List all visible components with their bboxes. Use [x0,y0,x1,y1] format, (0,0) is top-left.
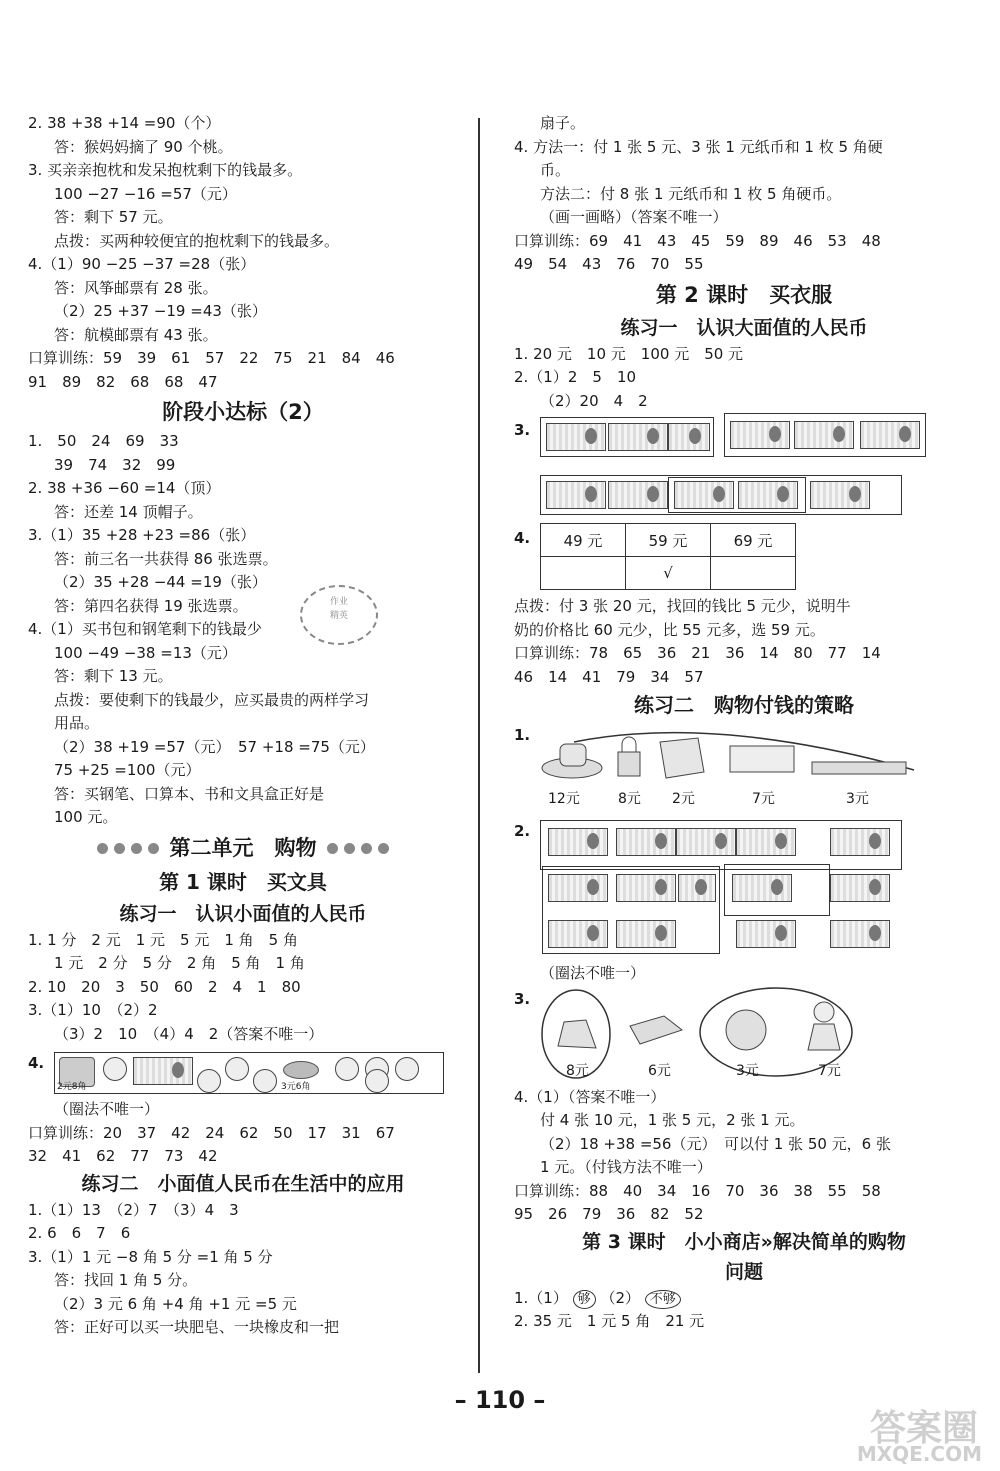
answer-line: 91 89 82 68 68 47 [28,372,218,391]
dot-icon [114,843,125,854]
doll-icon [814,1002,834,1022]
left-block-5 [28,1199,458,1340]
answer-line: 答：猴妈妈摘了 90 个桃。 [54,137,233,156]
answer-line: 口算训练：59 39 61 57 22 75 21 84 46 [28,349,395,367]
coin-icon [103,1057,127,1081]
heading-exercise-2: 练习二 小面值人民币在生活中的应用 [81,1172,405,1195]
coin-icon [335,1057,359,1081]
right-block-4 [514,1086,974,1227]
answer-bubble-enough: 够 [573,1290,596,1309]
price-label: 6元 [648,1062,671,1079]
answer-line: 答：正好可以买一块肥皂、一块橡皮和一把 [54,1318,340,1336]
answer-line: 1 元 2 分 5 分 2 角 5 角 1 角 [54,954,305,972]
heading-exercise-1: 练习一 认识小面值的人民币 [119,902,367,925]
table-header-cell: 69 元 [711,524,796,557]
q4-money-figure [28,1046,458,1098]
bread-icon [283,1061,319,1079]
answer-line: 用品。 [54,714,100,732]
banknote-icon [830,828,890,856]
heading-lesson-3: 第 3 课时 小小商店»解决简单的购物 [582,1230,906,1253]
banknote-icon [830,920,890,948]
dot-icon [97,843,108,854]
q1-mid: （2） [600,1288,640,1307]
dot-icon [327,843,338,854]
q2-note: （圈法不唯一） [540,964,646,982]
q3-banknotes-figure [514,413,974,523]
q4-label: 4. [514,529,531,547]
banknote-icon [730,421,790,449]
q2-banknotes-figure [514,816,974,962]
answer-line: （2）20 4 2 [540,391,648,410]
answer-line: （2）35 +28 −44 =19（张） [54,573,267,591]
left-block-1 [28,112,458,394]
answer-line: 4.（1）90 −25 −37 =28（张） [28,255,256,273]
banknote-icon [676,828,736,856]
coin-icon [365,1069,389,1093]
heading-r-exercise-2: 练习二 购物付钱的策略 [634,693,854,717]
answer-line: 币。 [540,161,571,179]
right-block-1 [514,112,974,277]
table-mark-cell: √ [626,557,711,590]
q1-items-figure [514,722,974,816]
price-label: 3元 [736,1062,759,1079]
dot-icon [361,843,372,854]
answer-line: 1. 20 元 10 元 100 元 50 元 [514,344,744,363]
answer-line: （2）25 +37 −19 =43（张） [54,302,267,320]
banknote-icon [608,481,668,509]
q1-prefix: 1.（1） [514,1288,568,1307]
column-divider [478,118,480,1373]
banknote-icon [674,481,734,509]
answer-line: 点拨：买两种较便宜的抱枕剩下的钱最多。 [54,231,340,250]
table-mark-cell [711,557,796,590]
shoe-icon [558,1020,596,1048]
q4-note: （圈法不唯一） [54,1100,160,1118]
banknote-icon [548,920,608,948]
heading-lesson-1: 第 1 课时 买文具 [159,869,327,894]
answer-line: （画一画略）（答案不唯一） [540,208,728,226]
answer-line: 2. 6 6 7 6 [28,1224,131,1242]
answer-line: 2. 10 20 3 50 60 2 4 1 80 [28,977,301,996]
banknote-icon [736,828,796,856]
ball-icon [726,1010,766,1050]
q1-drawing [514,722,974,816]
answer-line: 2.（1）2 5 10 [514,368,637,386]
banknote-icon [548,874,608,902]
answer-line: 答：第四名获得 19 张选票。 [54,596,248,615]
answer-line: 100 −49 −38 =13（元） [54,643,237,662]
answer-line: 1.（1）13 （2）7 （3）4 3 [28,1200,239,1219]
coin-icon [395,1057,419,1081]
answer-line [514,1287,974,1311]
answer-line: 3. 买亲亲抱枕和发呆抱枕剩下的钱最多。 [28,161,303,179]
answer-line: 点拨：要使剩下的钱最少，应买最贵的两样学习 [54,690,370,709]
banknote-icon [810,481,870,509]
price-label: 2元 [672,791,695,807]
price-label: 8元 [566,1062,589,1079]
price-label: 7元 [818,1062,841,1079]
answer-line: 口算训练：20 37 42 24 62 50 17 31 67 [28,1123,395,1142]
answer-line: 49 54 43 76 70 55 [514,255,704,273]
table-header-cell: 59 元 [626,524,711,557]
banknote-icon [616,920,676,948]
banknote-icon [608,423,668,451]
q4-box [54,1052,444,1094]
heading-unit [28,830,458,866]
answer-line: 答：剩下 57 元。 [54,208,173,226]
answer-bubble-not-enough: 不够 [645,1290,681,1309]
price-tag-1: 2元8角 [57,1082,87,1092]
answer-line: 2. 35 元 1 元 5 角 21 元 [514,1312,705,1330]
price-label: 12元 [548,791,580,807]
price-tag-2: 3元6角 [281,1082,311,1092]
price-label: 8元 [618,791,641,807]
pencil-box-icon [730,746,794,772]
q3-label: 3. [514,989,531,1008]
left-block-4 [28,1122,458,1169]
answer-line: （2）18 +38 =56（元） 可以付 1 张 50 元，6 张 [540,1134,891,1153]
answer-line: 2. 38 +36 −60 =14（顶） [28,479,221,497]
banknote-icon [546,423,606,451]
right-column [514,112,974,1334]
lock-icon [618,752,640,776]
answer-line: 答：找回 1 角 5 分。 [54,1271,198,1289]
banknote-icon [732,874,792,902]
answer-line: （2）38 +19 =57（元） 57 +18 =75（元） [54,737,375,756]
answer-line: 答：航模邮票有 43 张。 [54,325,218,344]
banknote-icon [546,481,606,509]
q1-label: 1. [514,726,531,744]
stapler-icon [630,1016,682,1044]
answer-line: （3）2 10 （4）4 2（答案不唯一） [54,1024,324,1043]
answer-line: 3.（1）35 +28 +23 =86（张） [28,526,256,544]
left-column [28,112,458,1340]
answer-line: 答：剩下 13 元。 [54,667,173,685]
answer-line: 3.（1）1 元 −8 角 5 分 =1 角 5 分 [28,1247,273,1266]
left-block-2 [28,430,458,830]
notebook-icon [660,738,704,778]
heading-lesson-2: 第 2 课时 买衣服 [655,282,833,307]
price-label: 3元 [846,791,869,807]
q4-label: 4. [28,1054,45,1072]
table-mark-cell [541,557,626,590]
answer-line: 方法二：付 8 张 1 元纸币和 1 枚 5 角硬币。 [540,184,842,203]
price-table [540,523,796,590]
answer-line: 100 元。 [54,808,118,826]
page-number: – 110 – [454,1386,546,1414]
answer-line: 32 41 62 77 73 42 [28,1147,218,1165]
answer-line: 点拨：付 3 张 20 元，找回的钱比 5 元少，说明牛 [514,597,851,615]
price-label: 7元 [752,791,775,807]
answer-line: 4. 方法一：付 1 张 5 元、3 张 1 元纸币和 1 枚 5 角硬 [514,137,883,156]
watermark-logo: 答案圈 [869,1408,978,1449]
answer-line: 100 −27 −16 =57（元） [54,184,237,203]
answer-line: 3.（1）10 （2）2 [28,1001,158,1019]
watermark-url: MXQE.COM [856,1442,982,1466]
dot-icon [344,843,355,854]
q3-label: 3. [514,421,531,439]
answer-line: 46 14 41 79 34 57 [514,667,704,686]
right-block-3 [514,595,974,689]
banknote-icon [616,828,676,856]
q2-label: 2. [514,822,531,840]
stamp-logo: 作业 精英 [300,585,378,645]
answer-line: 答：还差 14 顶帽子。 [54,502,203,521]
answer-line: （2）3 元 6 角 +4 角 +1 元 =5 元 [54,1294,297,1313]
coin-icon [197,1069,221,1093]
q3-items-figure [514,986,974,1086]
answer-line: 扇子。 [540,114,586,132]
answer-line: 答：前三名一共获得 86 张选票。 [54,549,278,568]
banknote-icon [616,874,676,902]
answer-line: 75 +25 =100（元） [54,761,201,779]
banknote-icon [548,828,608,856]
coin-icon [253,1069,277,1093]
heading-lesson-3-cont: 问题 [724,1260,763,1283]
answer-line: 4.（1）（答案不唯一） [514,1087,666,1106]
answer-line: 奶的价格比 60 元少，比 55 元多，选 59 元。 [514,620,825,639]
banknote-icon [860,421,920,449]
answer-line: 4.（1）买书包和钢笔剩下的钱最少 [28,620,262,638]
banknote-icon [830,874,890,902]
banknote-icon [678,874,716,902]
q4-table-figure [514,523,974,595]
answer-line: 口算训练：88 40 34 16 70 36 38 55 58 [514,1181,881,1200]
answer-line: 答：买钢笔、口算本、书和文具盒正好是 [54,784,325,803]
answer-line: 39 74 32 99 [54,455,176,474]
coin-icon [225,1057,249,1081]
answer-line: 口算训练：69 41 43 45 59 89 46 53 48 [514,231,881,250]
answer-line: 答：风筝邮票有 28 张。 [54,278,218,297]
answer-line: 1. 50 24 69 33 [28,432,179,450]
table-header-cell: 49 元 [541,524,626,557]
answer-line: 1 元。（付钱方法不唯一） [540,1158,712,1176]
banknote-icon [133,1057,193,1085]
answer-line: 2. 38 +38 +14 =90（个） [28,114,221,132]
dot-icon [148,843,159,854]
dot-icon [131,843,142,854]
unit-title: 第二单元 购物 [169,835,317,860]
heading-r-exercise-1: 练习一 认识大面值的人民币 [620,316,868,339]
banknote-icon [794,421,854,449]
answer-line: 付 4 张 10 元，1 张 5 元，2 张 1 元。 [540,1111,805,1129]
answer-line: 口算训练：78 65 36 21 36 14 80 77 14 [514,644,881,662]
answer-line: 1. 1 分 2 元 1 元 5 元 1 角 5 角 [28,930,298,949]
ruler-icon [812,762,906,774]
banknote-icon [738,481,798,509]
dot-icon [378,843,389,854]
banknote-icon [668,423,710,451]
banknote-icon [736,920,796,948]
left-block-3 [28,929,458,1047]
answer-line: 95 26 79 36 82 52 [514,1205,704,1223]
heading-stage-test: 阶段小达标（2） [162,400,324,424]
right-block-2 [514,343,974,414]
